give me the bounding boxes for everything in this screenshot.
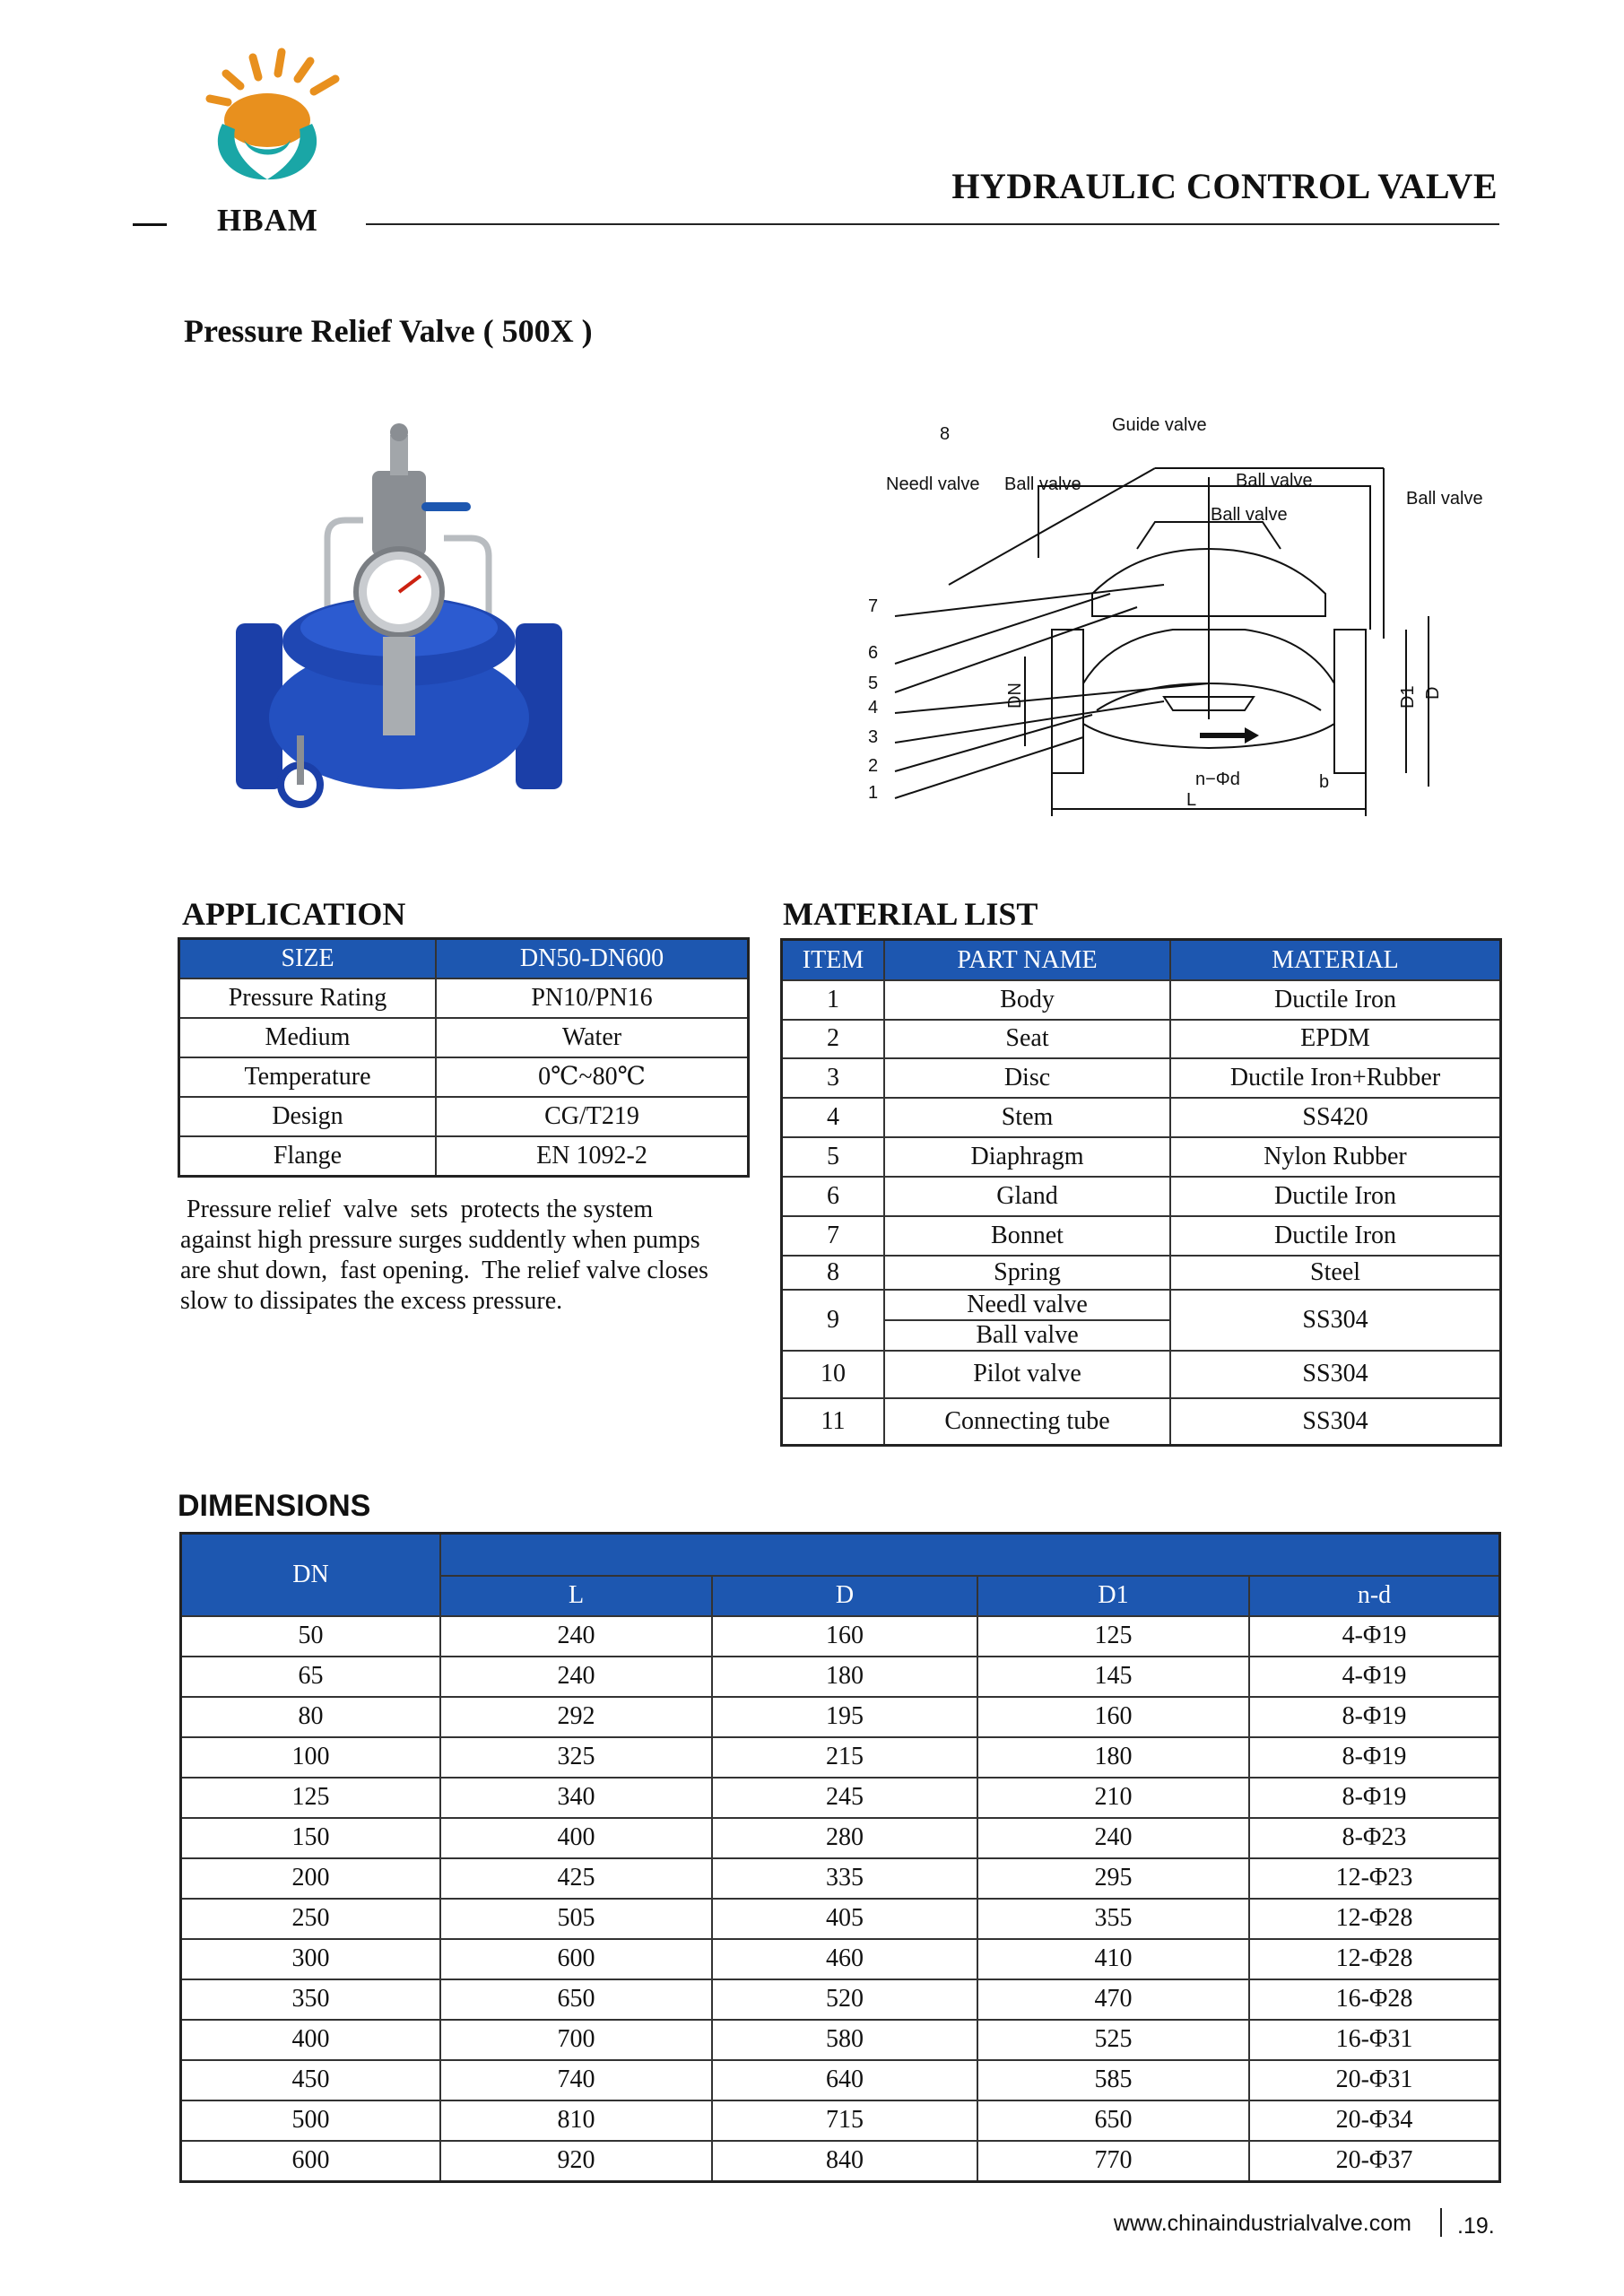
table-cell: 240 [440, 1616, 712, 1657]
table-cell: 640 [712, 2060, 977, 2100]
table-row [181, 1858, 1500, 1899]
table-cell: Spring [884, 1256, 1170, 1290]
table-row [179, 1057, 749, 1097]
table-row [782, 1216, 1501, 1256]
table-cell: Pilot valve [884, 1351, 1170, 1398]
table-row [782, 1177, 1501, 1216]
description-line: Pressure relief valve sets protects the system [180, 1196, 654, 1223]
table-cell: 160 [712, 1616, 977, 1657]
table-cell: 195 [712, 1697, 977, 1737]
table-cell: 125 [181, 1778, 441, 1818]
header-dash [133, 223, 167, 226]
table-header-cell: PART NAME [884, 940, 1170, 980]
diagram-num: 1 [868, 783, 879, 803]
table-cell: 215 [712, 1737, 977, 1778]
table-cell: Ductile Iron [1170, 1177, 1501, 1216]
table-cell: 100 [181, 1737, 441, 1778]
table-cell: 20-Φ31 [1249, 2060, 1500, 2100]
table-cell: 740 [440, 2060, 712, 2100]
table-cell: Ductile Iron+Rubber [1170, 1058, 1501, 1098]
footer-url[interactable]: www.chinaindustrialvalve.com [1113, 2211, 1411, 2236]
table-cell: 650 [440, 1979, 712, 2020]
table-cell: 20-Φ37 [1249, 2141, 1500, 2182]
table-cell: EN 1092-2 [436, 1136, 749, 1177]
description-line: against high pressure surges suddently when pumps [180, 1226, 700, 1254]
table-cell: 240 [977, 1818, 1249, 1858]
table-cell: 2 [782, 1020, 885, 1058]
table-row [181, 1939, 1500, 1979]
table-cell: 16-Φ31 [1249, 2020, 1500, 2060]
table-cell: Pressure Rating [179, 978, 437, 1018]
table-cell: Medium [179, 1018, 437, 1057]
table-cell: SS304 [1170, 1351, 1501, 1398]
diagram-num: 3 [868, 727, 879, 747]
table-cell: 8 [782, 1256, 885, 1290]
table-cell: 715 [712, 2100, 977, 2141]
table-cell: 460 [712, 1939, 977, 1979]
table-cell: 4-Φ19 [1249, 1616, 1500, 1657]
table-cell: 292 [440, 1697, 712, 1737]
table-cell: SS304 [1170, 1398, 1501, 1446]
page-number: .19. [1457, 2213, 1495, 2239]
table-row [181, 1657, 1500, 1697]
table-header-row [782, 940, 1501, 980]
table-cell: SS420 [1170, 1098, 1501, 1137]
diagram-num: 5 [868, 674, 879, 693]
table-row [181, 2060, 1500, 2100]
table-cell: Body [884, 980, 1170, 1020]
table-header-cell: DN50-DN600 [436, 939, 749, 979]
product-title: Pressure Relief Valve ( 500X ) [184, 313, 593, 349]
table-cell: Ball valve [884, 1320, 1170, 1351]
label-ball-valve: Ball valve [1211, 505, 1288, 525]
table-cell: 12-Φ23 [1249, 1858, 1500, 1899]
table-cell: PN10/PN16 [436, 978, 749, 1018]
table-row [782, 1098, 1501, 1137]
brand-name: HBAM [217, 203, 318, 238]
application-description [180, 1195, 763, 1317]
table-cell: Needl valve [884, 1290, 1170, 1320]
table-cell: 810 [440, 2100, 712, 2141]
table-cell: 4 [782, 1098, 885, 1137]
table-cell: 325 [440, 1737, 712, 1778]
table-row [181, 1778, 1500, 1818]
table-cell: 8-Φ19 [1249, 1697, 1500, 1737]
table-row [181, 2141, 1500, 2182]
table-row [782, 1398, 1501, 1446]
table-cell: 20-Φ34 [1249, 2100, 1500, 2141]
table-cell: 80 [181, 1697, 441, 1737]
table-row [782, 980, 1501, 1020]
table-cell: 8-Φ19 [1249, 1778, 1500, 1818]
table-cell: 250 [181, 1899, 441, 1939]
table-row [181, 1697, 1500, 1737]
table-cell: Diaphragm [884, 1137, 1170, 1177]
table-cell: 350 [181, 1979, 441, 2020]
table-cell: 50 [181, 1616, 441, 1657]
document-title: HYDRAULIC CONTROL VALVE [951, 166, 1498, 206]
table-cell: 300 [181, 1939, 441, 1979]
application-heading: APPLICATION [182, 896, 406, 932]
label-dn: DN [1005, 683, 1025, 709]
table-header-cell: SIZE [179, 939, 437, 979]
table-cell: 210 [977, 1778, 1249, 1818]
table-cell: 8-Φ19 [1249, 1737, 1500, 1778]
table-cell: CG/T219 [436, 1097, 749, 1136]
table-cell: Water [436, 1018, 749, 1057]
table-cell: 180 [712, 1657, 977, 1697]
table-cell: 450 [181, 2060, 441, 2100]
table-cell: Flange [179, 1136, 437, 1177]
label-ball-valve: Ball valve [1236, 471, 1313, 491]
table-cell: 505 [440, 1899, 712, 1939]
table-row [181, 1818, 1500, 1858]
label-d1: D1 [1398, 685, 1418, 709]
table-cell: 145 [977, 1657, 1249, 1697]
table-row [782, 1137, 1501, 1177]
table-cell: 0℃~80℃ [436, 1057, 749, 1097]
valve-photo [229, 422, 569, 816]
table-row [782, 1290, 1501, 1320]
table-cell: Design [179, 1097, 437, 1136]
table-cell: 12-Φ28 [1249, 1899, 1500, 1939]
table-row [179, 1097, 749, 1136]
label-nd: n−Φd [1195, 770, 1240, 789]
table-cell: Stem [884, 1098, 1170, 1137]
table-cell: 580 [712, 2020, 977, 2060]
dimensions-heading: DIMENSIONS [178, 1489, 371, 1523]
diagram-num: 8 [940, 424, 951, 444]
label-l: L [1186, 790, 1197, 810]
table-row [181, 1616, 1500, 1657]
table-cell: 840 [712, 2141, 977, 2182]
table-cell: 600 [181, 2141, 441, 2182]
table-cell: 400 [181, 2020, 441, 2060]
table-cell: Gland [884, 1177, 1170, 1216]
label-needl-valve: Needl valve [886, 474, 980, 494]
table-cell: Disc [884, 1058, 1170, 1098]
table-row [782, 1058, 1501, 1098]
diagram-num: 7 [868, 596, 879, 616]
table-header-cell: MATERIAL [1170, 940, 1501, 980]
table-cell: 240 [440, 1657, 712, 1697]
table-cell: 12-Φ28 [1249, 1939, 1500, 1979]
table-cell: 650 [977, 2100, 1249, 2141]
table-cell: 245 [712, 1778, 977, 1818]
table-cell: 11 [782, 1398, 885, 1446]
table-cell: 6 [782, 1177, 885, 1216]
table-cell: 65 [181, 1657, 441, 1697]
table-cell: 355 [977, 1899, 1249, 1939]
table-cell: 150 [181, 1818, 441, 1858]
table-cell: EPDM [1170, 1020, 1501, 1058]
valve-schematic [868, 414, 1507, 830]
table-cell: 8-Φ23 [1249, 1818, 1500, 1858]
material-list-table [780, 938, 1502, 1447]
table-row [179, 978, 749, 1018]
header-rule [366, 223, 1499, 225]
table-cell: Seat [884, 1020, 1170, 1058]
table-cell: 7 [782, 1216, 885, 1256]
table-cell: Temperature [179, 1057, 437, 1097]
table-header-row [179, 939, 749, 979]
table-cell: 10 [782, 1351, 885, 1398]
table-row [179, 1018, 749, 1057]
table-cell: 4-Φ19 [1249, 1657, 1500, 1697]
footer-divider [1440, 2208, 1442, 2237]
table-cell: SS304 [1170, 1290, 1501, 1351]
table-header-cell: D1 [977, 1576, 1249, 1616]
diagram-num: 4 [868, 698, 879, 718]
table-cell: Steel [1170, 1256, 1501, 1290]
table-cell: 295 [977, 1858, 1249, 1899]
table-cell: 125 [977, 1616, 1249, 1657]
dimensions-table [179, 1532, 1501, 2183]
label-ball-valve: Ball valve [1406, 489, 1483, 509]
table-cell: 585 [977, 2060, 1249, 2100]
table-cell: 1 [782, 980, 885, 1020]
table-cell: 9 [782, 1290, 885, 1351]
table-row [181, 1737, 1500, 1778]
diagram-num: 2 [868, 756, 879, 776]
table-cell: 525 [977, 2020, 1249, 2060]
table-row [181, 1899, 1500, 1939]
table-cell: 340 [440, 1778, 712, 1818]
table-cell: 470 [977, 1979, 1249, 2020]
description-line: are shut down, fast opening. The relief valve closes [180, 1257, 708, 1284]
table-cell: Ductile Iron [1170, 1216, 1501, 1256]
table-cell: 520 [712, 1979, 977, 2020]
table-cell: 3 [782, 1058, 885, 1098]
table-header-cell: DN [181, 1534, 441, 1616]
label-b: b [1319, 772, 1330, 792]
table-row [179, 1136, 749, 1177]
table-cell: 160 [977, 1697, 1249, 1737]
table-cell: 335 [712, 1858, 977, 1899]
label-guide-valve: Guide valve [1112, 415, 1207, 435]
table-cell: 425 [440, 1858, 712, 1899]
table-cell: 920 [440, 2141, 712, 2182]
table-cell: Bonnet [884, 1216, 1170, 1256]
table-cell: 770 [977, 2141, 1249, 2182]
diagram-num: 6 [868, 643, 879, 663]
label-ball-valve: Ball valve [1004, 474, 1081, 494]
table-cell: Connecting tube [884, 1398, 1170, 1446]
table-header-band [440, 1534, 1500, 1576]
table-cell: 410 [977, 1939, 1249, 1979]
table-cell: Ductile Iron [1170, 980, 1501, 1020]
table-cell: 400 [440, 1818, 712, 1858]
table-header-cell: n-d [1249, 1576, 1500, 1616]
table-row [782, 1020, 1501, 1058]
table-cell: Nylon Rubber [1170, 1137, 1501, 1177]
table-cell: 280 [712, 1818, 977, 1858]
description-line: slow to dissipates the excess pressure. [180, 1287, 563, 1315]
table-cell: 16-Φ28 [1249, 1979, 1500, 2020]
table-row [181, 2020, 1500, 2060]
table-cell: 600 [440, 1939, 712, 1979]
application-table [178, 937, 750, 1178]
table-cell: 5 [782, 1137, 885, 1177]
table-row [782, 1351, 1501, 1398]
hbam-logo [199, 47, 352, 195]
table-row [181, 1979, 1500, 2020]
table-row [181, 2100, 1500, 2141]
table-header-cell: D [712, 1576, 977, 1616]
material-list-heading: MATERIAL LIST [783, 896, 1038, 932]
label-d: D [1423, 686, 1443, 700]
table-cell: 500 [181, 2100, 441, 2141]
table-header-cell: ITEM [782, 940, 885, 980]
table-header-cell: L [440, 1576, 712, 1616]
table-row [782, 1256, 1501, 1290]
table-cell: 200 [181, 1858, 441, 1899]
table-cell: 180 [977, 1737, 1249, 1778]
table-cell: 700 [440, 2020, 712, 2060]
table-header-row [181, 1534, 1500, 1576]
table-cell: 405 [712, 1899, 977, 1939]
